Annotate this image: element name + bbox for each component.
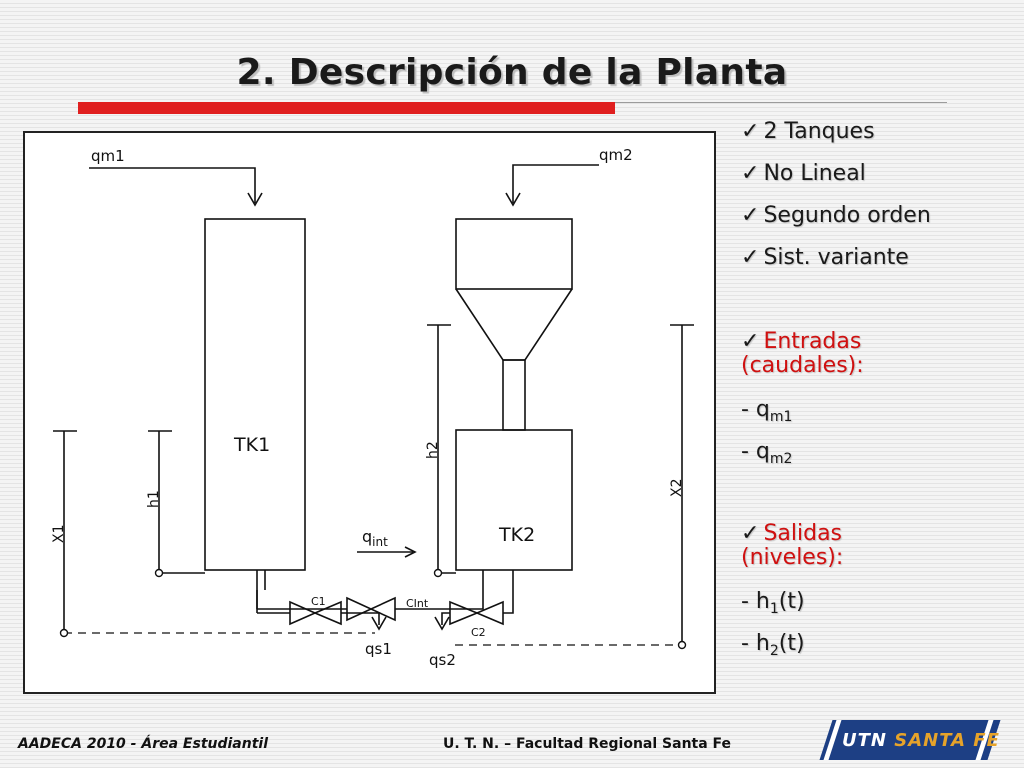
label-x2: X2 (669, 478, 685, 497)
label-c2: C2 (471, 626, 486, 639)
plant-schematic (25, 133, 714, 692)
bullet-text: 2 Tanques (763, 119, 875, 144)
label-h1: h1 (146, 490, 162, 508)
salida-h2: - $h_2(t)$ (741, 631, 805, 659)
label-h2: h2 (425, 441, 441, 459)
qm2-arrow-line (513, 165, 599, 203)
valve-c2 (450, 602, 503, 624)
label-qs2: qs2 (429, 651, 456, 669)
label-qm1: qm1 (91, 147, 125, 165)
checkmark-icon: ✓ (741, 245, 760, 270)
checkmark-icon: ✓ (741, 161, 760, 186)
label-tk2: TK2 (499, 524, 536, 546)
tank-tk2-cone (456, 289, 572, 360)
checkmark-icon: ✓ (741, 329, 760, 354)
plant-diagram (23, 131, 716, 694)
tank-tk2 (456, 430, 572, 570)
entradas-heading-line2: (caudales): (741, 353, 864, 378)
page-title: 2. Descripción de la Planta (236, 52, 788, 93)
tank-tk2-hopper (456, 219, 572, 289)
label-c1: C1 (311, 595, 326, 608)
label-cint: CInt (406, 597, 429, 610)
label-x1: X1 (51, 524, 67, 543)
label-qm2: qm2 (599, 146, 633, 164)
label-qint (362, 527, 388, 549)
bullet-text: Segundo orden (763, 203, 931, 228)
footer-left: AADECA 2010 - Área Estudiantil (18, 736, 268, 752)
bullet-item (741, 204, 931, 228)
title-underline-gray (615, 102, 947, 103)
salidas-heading: ✓ Salidas (741, 521, 843, 546)
bullet-item (741, 162, 866, 186)
valve-cint (347, 598, 395, 620)
bullet-item (741, 246, 909, 270)
utn-logo (820, 720, 1000, 760)
entrada-qm1: - $q_{m1}$ (741, 397, 793, 425)
tank-tk2-neck (503, 360, 525, 430)
bullet-text: No Lineal (763, 161, 866, 186)
logo-text: UTN SANTA FE (842, 730, 1000, 751)
label-qint-sub: int (372, 535, 388, 549)
label-tk1: TK1 (234, 434, 271, 456)
bullet-text: Sist. variante (763, 245, 909, 270)
salida-h1: - $h_1(t)$ (741, 589, 805, 617)
label-qs1: qs1 (365, 640, 392, 658)
checkmark-icon: ✓ (741, 521, 760, 546)
salidas-heading-line2: (niveles): (741, 545, 844, 570)
entradas-heading: ✓ Entradas (741, 329, 862, 354)
qm1-arrow-line (89, 168, 255, 203)
checkmark-icon: ✓ (741, 203, 760, 228)
title-underline-red (78, 102, 615, 114)
footer-right: U. T. N. – Facultad Regional Santa Fe (443, 736, 732, 752)
tank-tk1 (205, 219, 305, 570)
label-qint-main: q (362, 527, 373, 546)
checkmark-icon: ✓ (741, 119, 760, 144)
entrada-qm2: - $q_{m2}$ (741, 439, 793, 467)
bullet-item (741, 120, 875, 144)
